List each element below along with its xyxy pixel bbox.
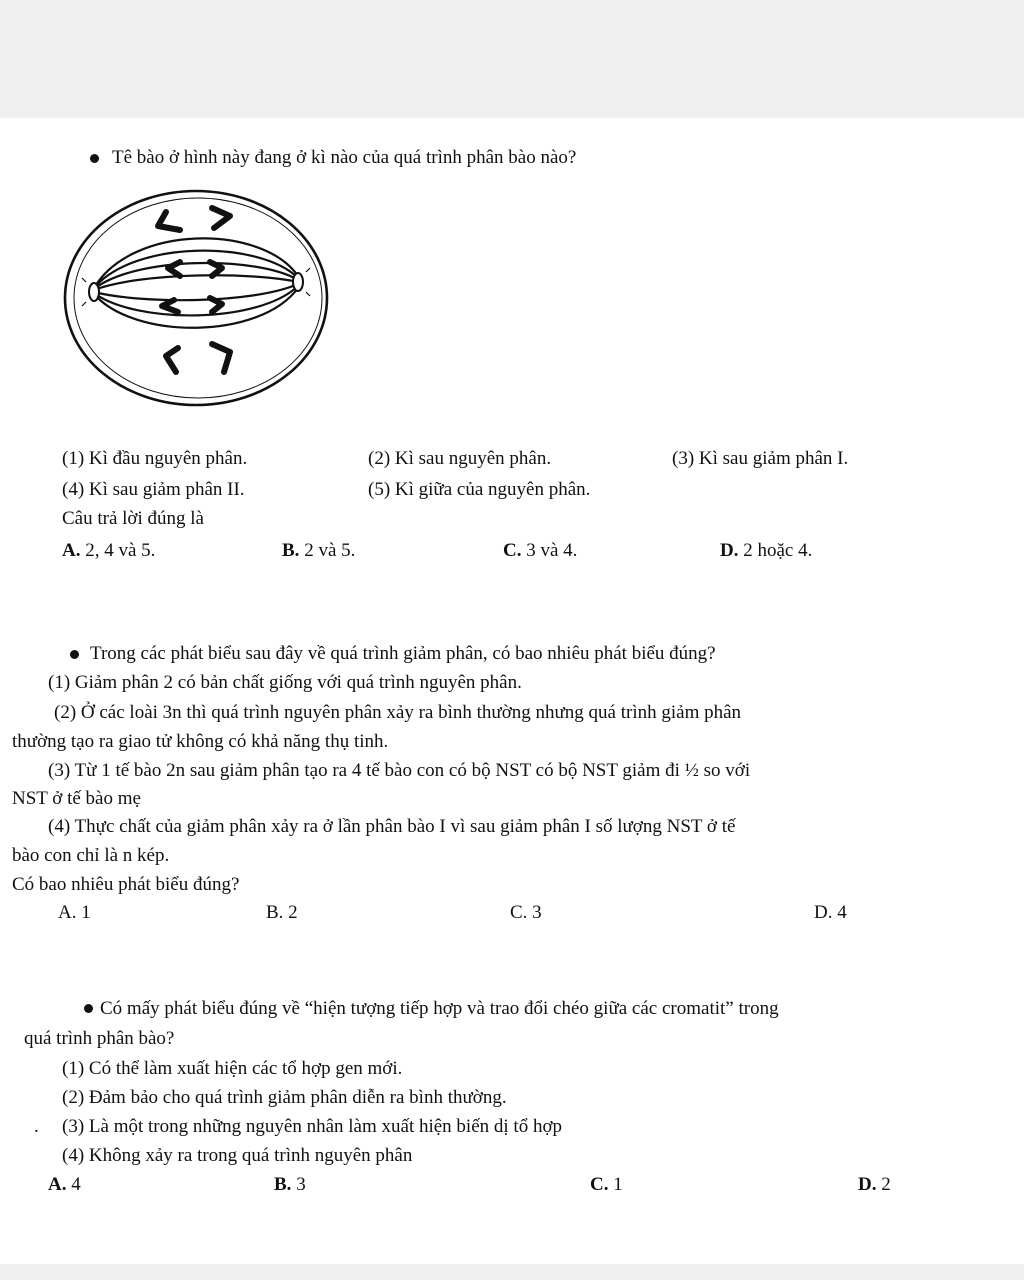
q2-line-6: (4) Thực chất của giảm phân xảy ra ở lần phân bào I vì sau giảm phân I số lượng NST ở tế [48,816,736,837]
q3-statement-1: (1) Có thể làm xuất hiện các tổ hợp gen mới. [62,1058,403,1079]
q2-line-7: bào con chỉ là n kép. [12,845,170,866]
q3-option-d[interactable]: D. 2 [858,1174,891,1195]
q1-option-a[interactable]: A. 2, 4 và 5. [62,540,156,561]
q1-prompt: Câu trả lời đúng là [62,508,204,529]
q1-question: Tê bào ở hình này đang ở kì nào của quá trình phân bào nào? [112,147,577,168]
q1-statement-5: (5) Kì giữa của nguyên phân. [368,479,591,500]
bullet-icon [70,650,79,659]
q2-line-1: (1) Giảm phân 2 có bản chất giống với quá trình nguyên phân. [48,672,522,693]
q2-option-c[interactable]: C. 3 [510,902,542,923]
q2-line-4: (3) Từ 1 tế bào 2n sau giảm phân tạo ra 4 tế bào con có bộ NST có bộ NST giảm đi ½ so với [48,760,751,781]
q2-prompt: Có bao nhiêu phát biểu đúng? [12,874,240,895]
q3-question-line-1: Có mấy phát biểu đúng về “hiện tượng tiếp hợp và trao đổi chéo giữa các cromatit” trong [100,998,779,1019]
bottom-margin-band [0,1264,1024,1280]
q1-statement-4: (4) Kì sau giảm phân II. [62,479,245,500]
bullet-icon [90,154,99,163]
q3-statement-3: (3) Là một trong những nguyên nhân làm xuất hiện biến dị tổ hợp [62,1116,563,1137]
q2-question: Trong các phát biểu sau đây về quá trình giảm phân, có bao nhiêu phát biểu đúng? [90,643,716,664]
q2-option-d[interactable]: D. 4 [814,902,847,923]
q3-statement-2: (2) Đảm bảo cho quá trình giảm phân diễn ra bình thường. [62,1087,507,1108]
cell-division-diagram-icon [62,172,338,412]
q3-statement-4: (4) Không xảy ra trong quá trình nguyên phân [62,1145,413,1166]
q2-line-3: thường tạo ra giao tử không có khả năng thụ tinh. [12,731,389,752]
q1-statement-2: (2) Kì sau nguyên phân. [368,448,552,469]
top-margin-band [0,0,1024,118]
q1-option-b[interactable]: B. 2 và 5. [282,540,356,561]
q3-option-c[interactable]: C. 1 [590,1174,623,1195]
q1-option-c[interactable]: C. 3 và 4. [503,540,578,561]
q1-statement-1: (1) Kì đầu nguyên phân. [62,448,248,469]
q3-question-line-2: quá trình phân bào? [24,1028,175,1049]
q2-line-2: (2) Ở các loài 3n thì quá trình nguyên phân xảy ra bình thường nhưng quá trình giảm phân [54,702,742,723]
q1-statement-3: (3) Kì sau giảm phân I. [672,448,849,469]
list-dot: . [34,1116,39,1137]
q3-option-a[interactable]: A. 4 [48,1174,81,1195]
q2-option-b[interactable]: B. 2 [266,902,298,923]
q2-option-a[interactable]: A. 1 [58,902,91,923]
bullet-icon [84,1004,93,1013]
q1-option-d[interactable]: D. 2 hoặc 4. [720,540,813,561]
q2-line-5: NST ở tế bào mẹ [12,788,141,809]
q3-option-b[interactable]: B. 3 [274,1174,306,1195]
